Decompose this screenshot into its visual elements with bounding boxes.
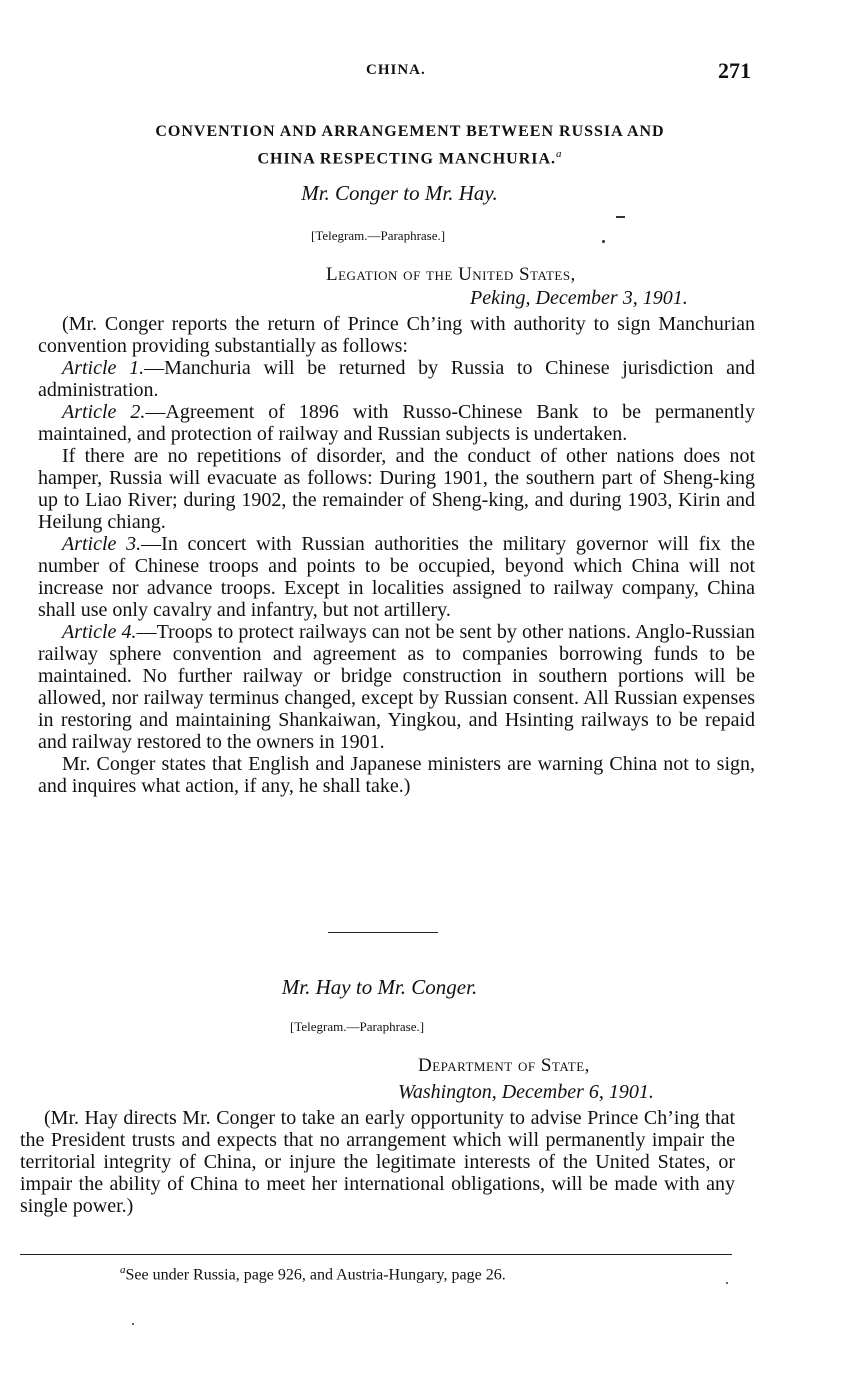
heading-line-1: CONVENTION AND ARRANGEMENT BETWEEN RUSSIA AND [155,123,665,140]
footnote [120,1264,506,1284]
heading-line-2-wrap [40,143,780,170]
doc1-paragraph-intro: (Mr. Conger reports the return of Prince Ch’ing with authority to sign Manchurian convention providing substantially as follows: [38,313,755,357]
doc2-place: Department of State, [418,1055,590,1076]
section-heading [40,121,780,170]
doc1-paragraph-closing: Mr. Conger states that English and Japanese ministers are warning China not to sign, and inquires what action, if any, he shall take.) [38,753,755,797]
section-divider [328,932,438,933]
print-speck [726,1282,728,1284]
doc1-telegram-note: [Telegram.—Paraphrase.] [311,228,446,243]
heading-footnote-mark: a [556,148,563,160]
doc1-article-2 [38,401,755,445]
article-label: Article 3. [62,533,142,555]
doc1-article-1 [38,357,755,401]
article-label: Article 4. [62,621,137,643]
doc1-dateline: Peking, December 3, 1901. [470,287,688,309]
footnote-text: See under Russia, page 926, and Austria-Hungary, page 26. [125,1266,506,1284]
doc1-place: Legation of the United States, [326,264,576,285]
print-speck [132,1323,134,1325]
article-text: —Manchuria will be returned by Russia to Chinese jurisdiction and administration. [38,357,755,401]
print-speck [602,240,605,243]
doc2-body [20,1107,735,1217]
footnote-rule [20,1254,732,1255]
doc1-body [38,313,755,797]
page-number: 271 [718,58,751,83]
doc1-salutation: Mr. Conger to Mr. Hay. [301,181,498,205]
running-head [0,58,859,86]
doc2-paragraph: (Mr. Hay directs Mr. Conger to take an early opportunity to advise Prince Ch’ing that the President trusts and expects that no arrangement which will permanently impair the territorial integrity of China, or injure the legitimate interests of the United States, or impair the ability of China to meet her international obligations, will be made with any single power.) [20,1107,735,1217]
print-speck [616,216,625,218]
doc1-paragraph-evacuation: If there are no repetitions of disorder, and the conduct of other nations does not hamper, Russia will evacuate as follows: During 1901, the southern part of Sheng-king up to Liao River; during 1902, the remainder of Sheng-king, and during 1903, Kirin and Heilung chiang. [38,445,755,533]
running-head-title: CHINA. [366,62,426,78]
heading-line-2: CHINA RESPECTING MANCHURIA. [257,150,557,168]
doc2-telegram-note: [Telegram.—Paraphrase.] [290,1019,425,1034]
article-text: —Troops to protect railways can not be sent by other nations. Anglo-Russian railway sphere convention and agreement as to companies borrowing funds to be maintained. No further railway or bridge construction in southern portions will be allowed, nor railway terminus changed, except by Russian consent. All Russian expenses in restoring and maintaining Shankaiwan, Yingkou, and Hsinting railways to be repaid and railway restored to the owners in 1901. [38,621,755,753]
doc2-salutation: Mr. Hay to Mr. Conger. [281,975,478,999]
doc1-article-4 [38,621,755,753]
article-label: Article 1. [62,357,145,379]
footnote-mark: a [120,1264,126,1276]
doc1-article-3 [38,533,755,621]
article-text: —In concert with Russian authorities the military governor will fix the number of Chinese troops and points to be occupied, beyond which China will not increase nor advance troops. Except in localities assigned to railway company, China shall use only cavalry and infantry, but not artillery. [38,533,755,621]
article-text: —Agreement of 1896 with Russo-Chinese Bank to be permanently maintained, and protection of railway and Russian subjects is undertaken. [38,401,755,445]
article-label: Article 2. [62,401,146,423]
doc2-dateline: Washington, December 6, 1901. [398,1081,654,1103]
